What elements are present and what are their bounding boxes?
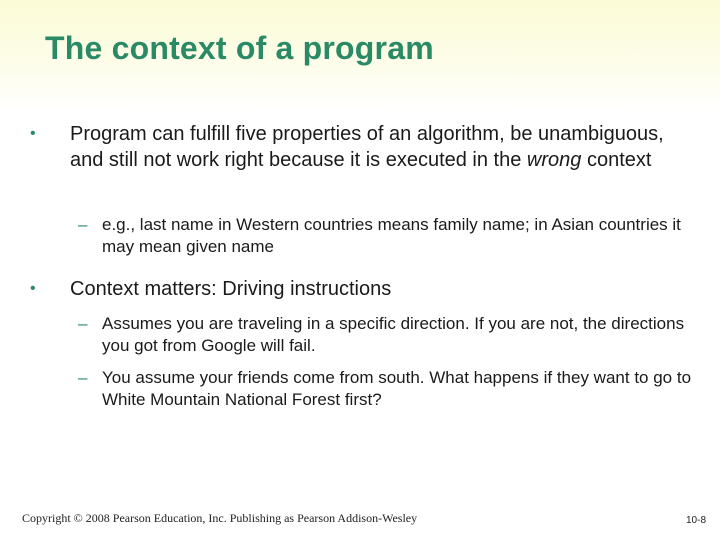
bullet-text: Context matters: Driving instructions [70,278,392,300]
sub-bullet-item [78,214,692,258]
sub-bullet-item [78,367,692,411]
sub-bullet-mark: – [78,215,88,234]
copyright-footer: Copyright © 2008 Pearson Education, Inc. Publishing as Pearson Addison-Wesley [22,511,418,525]
bullet-item [30,276,690,302]
bullet-mark: • [30,280,36,297]
sub-bullet-mark: – [78,368,88,387]
bullet-text: Program can fulfill five properties of an algorithm, be unambiguous, and still not work right because it is executed in the [70,123,664,171]
bullet-text-emphasis: wrong [526,149,582,171]
bullet-item [30,121,690,173]
sub-bullet-mark: – [78,314,88,333]
sub-bullet-text: Assumes you are traveling in a specific direction. If you are not, the directions you got from Google will fail. [102,314,685,355]
sub-bullet-text: e.g., last name in Western countries means family name; in Asian countries it may mean given name [102,215,681,256]
bullet-mark: • [30,125,36,142]
sub-bullet-item [78,313,692,357]
slide-title: The context of a program [45,30,434,66]
sub-bullet-text: You assume your friends come from south. What happens if they want to go to White Mountain National Forest first? [102,368,692,409]
bullet-text-end: context [581,149,652,171]
page-number: 10-8 [685,515,706,526]
